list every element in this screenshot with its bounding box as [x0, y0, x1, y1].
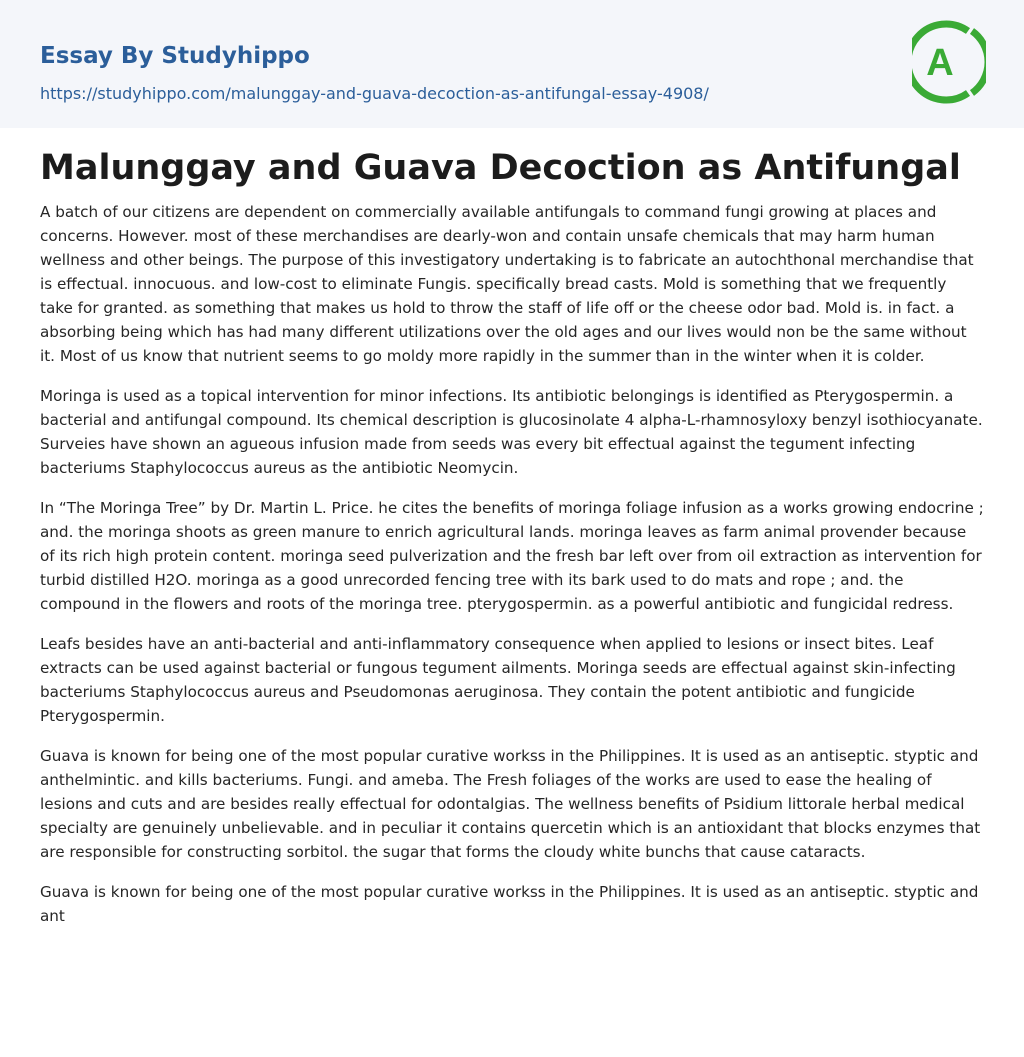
logo-letter: A	[926, 42, 954, 84]
essay-paragraph: A batch of our citizens are dependent on commercially available antifungals to command fungi growing at places and concerns. However. most of these merchandises are dearly-won and contain unsafe chemicals that may harm human wellness and other beings. The purpose of this investigatory undertaking is to fabricate an autochthonal merchandise that is effectual. innocuous. and low-cost to eliminate Fungis. specifically bread casts. Mold is something that we frequently take for granted. as something that makes us hold to throw the staff of life off or the cheese odor bad. Mold is. in fact. a absorbing being which has had many different utilizations over the old ages and our lives would non be the same without it. Most of us know that nutrient seems to go moldy more rapidly in the summer than in the winter when it is colder.	[40, 203, 974, 365]
essay-url-link[interactable]: https://studyhippo.com/malunggay-and-guava-decoction-as-antifungal-essay-4908/	[40, 84, 709, 103]
essay-paragraph: Guava is known for being one of the most popular curative workss in the Philippines. It is used as an antiseptic. styptic and anthelmintic. and kills bacteriums. Fungi. and ameba. The Fresh foliages of the works are used to ease the healing of lesions and cuts and are besides really effectual for odontalgias. The wellness benefits of Psidium littorale herbal medical specialty are genuinely unbelievable. and in peculiar it contains quercetin which is an antioxidant that blocks enzymes that are responsible for constructing sorbitol. the sugar that forms the cloudy white bunchs that cause cataracts.	[40, 747, 981, 861]
essay-paragraph: Moringa is used as a topical intervention for minor infections. Its antibiotic belongings is identified as Pterygospermin. a bacterial and antifungal compound. Its chemical description is glucosinolate 4 alpha-L-rhamnosyloxy benzyl isothiocyanate. Surveies have shown an agueous infusion made from seeds was every bit effectual against the tegument infecting bacteriums Staphylococcus aureus as the antibiotic Neomycin.	[40, 387, 983, 477]
essay-title: Malunggay and Guava Decoction as Antifungal	[40, 148, 961, 188]
essay-body	[40, 200, 984, 944]
essay-paragraph: Guava is known for being one of the most popular curative workss in the Philippines. It is used as an antiseptic. styptic and ant	[40, 883, 979, 925]
site-brand[interactable]: Essay By Studyhippo	[40, 43, 310, 69]
essay-paragraph: In “The Moringa Tree” by Dr. Martin L. Price. he cites the benefits of moringa foliage infusion as a works growing endocrine ; and. the moringa shoots as green manure to enrich agricultural lands. moringa leaves as farm animal provender because of its rich high protein content. moringa seed pulverization and the fresh bar left over from oil extraction as intervention for turbid distilled H2O. moringa as a good unrecorded fencing tree with its bark used to do mats and rope ; and. the compound in the flowers and roots of the moringa tree. pterygospermin. as a powerful antibiotic and fungicidal redress.	[40, 499, 984, 613]
essay-paragraph: Leafs besides have an anti-bacterial and anti-inflammatory consequence when applied to lesions or insect bites. Leaf extracts can be used against bacterial or fungous tegument ailments. Moringa seeds are effectual against skin-infecting bacteriums Staphylococcus aureus and Pseudomonas aeruginosa. They contain the potent antibiotic and fungicide Pterygospermin.	[40, 635, 956, 725]
